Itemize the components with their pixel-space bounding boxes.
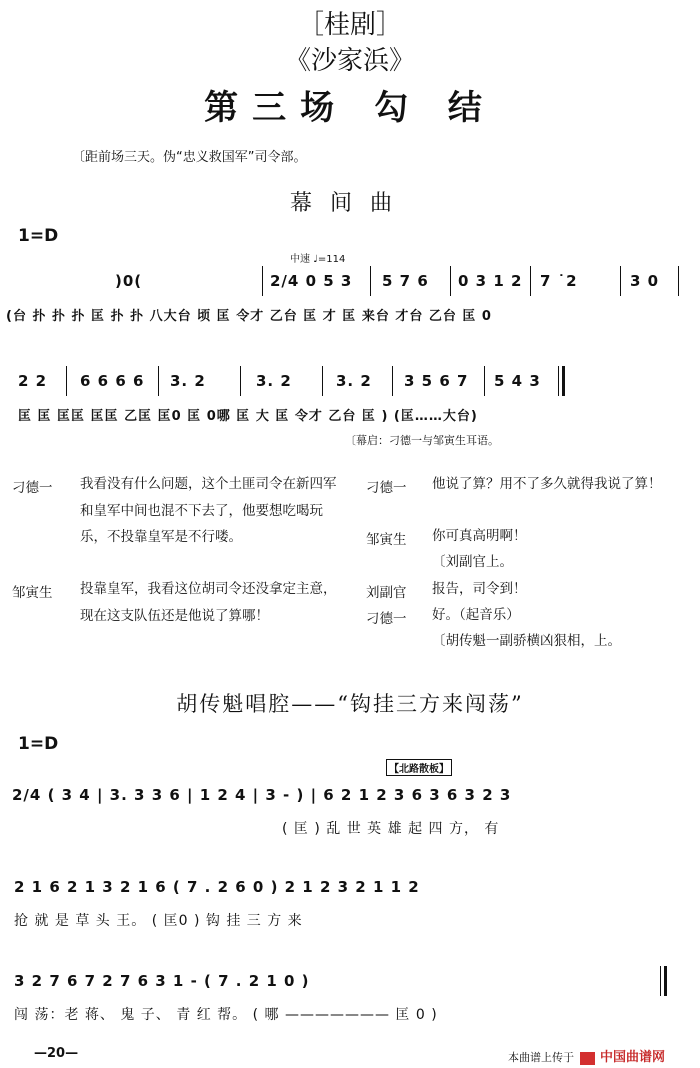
lyrics-line: ( 匡 ) 乱 世 英 雄 起 四 方， 有 [282, 821, 500, 837]
score-measure: 3 5 6 7 [404, 372, 469, 390]
source-credit [508, 1046, 665, 1065]
speaker-name: 刁德一 [366, 480, 407, 496]
aria-title: 胡传魁唱腔——“钩挂三方来闯荡” [176, 692, 524, 716]
score-measure: 7 ˙2 [540, 272, 578, 290]
percussion-line: 匡 匡 匡匡 匡匡 乙匡 匡0 匡 0哪 匡 大 匡 令才 乙台 匡 ) (匡……大台) [18, 409, 478, 424]
dialogue-text: 报告，司令到！ [432, 581, 527, 597]
score-measure: 5 7 6 [382, 272, 429, 290]
score-line: 3 2 7 6 7 2 7 6 3 1 - ( 7 . 2 1 0 ) [14, 972, 310, 990]
speaker-name: 刘副官 [366, 585, 407, 601]
percussion-line: (台 扑 扑 扑 匡 扑 扑 八大台 顷 匡 令才 乙台 匡 才 匡 来台 才台 乙台 匡 0 [6, 309, 492, 324]
score-measure: 3 0 [630, 272, 660, 290]
dialogue-text: 他说了算？用不了多久就得我说了算！ [432, 476, 662, 492]
dialogue-text: 好。（起音乐） [432, 607, 520, 623]
credit-text: 本曲谱上传于 [508, 1051, 574, 1064]
speaker-name: 刁德一 [12, 480, 53, 496]
speaker-name: 邹寅生 [12, 585, 53, 601]
speaker-name: 邹寅生 [366, 532, 407, 548]
score-measure: 3. 2 [256, 372, 292, 390]
tempo-marking: 中速 ♩=114 [290, 254, 346, 265]
dialogue-text: 投靠皇军，我看这位胡司令还没拿定主意，现在这支队伍还是他说了算哪！ [80, 581, 337, 624]
score-measure: 2 2 [18, 372, 48, 390]
score-line: 2 1 6 2 1 3 2 1 6 ( 7 . 2 6 0 ) 2 1 2 3 2 1 1 2 [14, 878, 420, 896]
site-logo-icon [580, 1052, 595, 1065]
score-measure: 5 4 3 [494, 372, 541, 390]
score-measure: 2/4 0 5 3 [270, 272, 353, 290]
stage-direction: 〔刘副官上。 [432, 554, 513, 570]
lyrics-line: 抢 就 是 草 头 王。 ( 匡0 ) 钩 挂 三 方 来 [14, 913, 303, 929]
score-measure: 3. 2 [336, 372, 372, 390]
speaker-name: 刁德一 [366, 611, 407, 627]
score-measure: 3. 2 [170, 372, 206, 390]
interlude-title: 幕间曲 [289, 191, 410, 216]
stage-direction: 〔幕启：刁德一与邹寅生耳语。 [345, 434, 499, 447]
genre-label: ［桂剧］ [297, 10, 402, 40]
score-measure: 0 3 1 2 [458, 272, 523, 290]
section-tag: 【北路散板】 [386, 759, 452, 776]
stage-direction: 〔距前场三天。伪“忠义救国军”司令部。 [72, 150, 307, 165]
play-title: 《沙家浜》 [284, 46, 415, 76]
site-name[interactable]: 中国曲谱网 [600, 1050, 666, 1065]
stage-direction: 〔胡传魁一副骄横凶狠相，上。 [432, 633, 621, 649]
lyrics-line: 闯 荡：老 蒋、 鬼 子、 青 红 帮。 ( 哪 ——————— 匡 0 ) [14, 1007, 438, 1023]
scene-title: 第三场 勾 结 [204, 88, 496, 128]
page-number: —20— [34, 1046, 79, 1061]
score-line: 2/4 ( 3 4 | 3. 3 3 6 | 1 2 4 | 3 - ) | 6 2 1 2 3 6 3 6 3 2 3 [12, 786, 512, 804]
dialogue-text: 你可真高明啊！ [432, 528, 527, 544]
key-signature: 1=D [18, 226, 59, 246]
score-measure: )0( [115, 272, 143, 290]
dialogue-text: 我看没有什么问题，这个土匪司令在新四军和皇军中间也混不下去了，他要想吃喝玩乐，不投靠皇军是不行喽。 [80, 476, 337, 545]
score-measure: 6 6 6 6 [80, 372, 145, 390]
key-signature: 1=D [18, 734, 59, 754]
